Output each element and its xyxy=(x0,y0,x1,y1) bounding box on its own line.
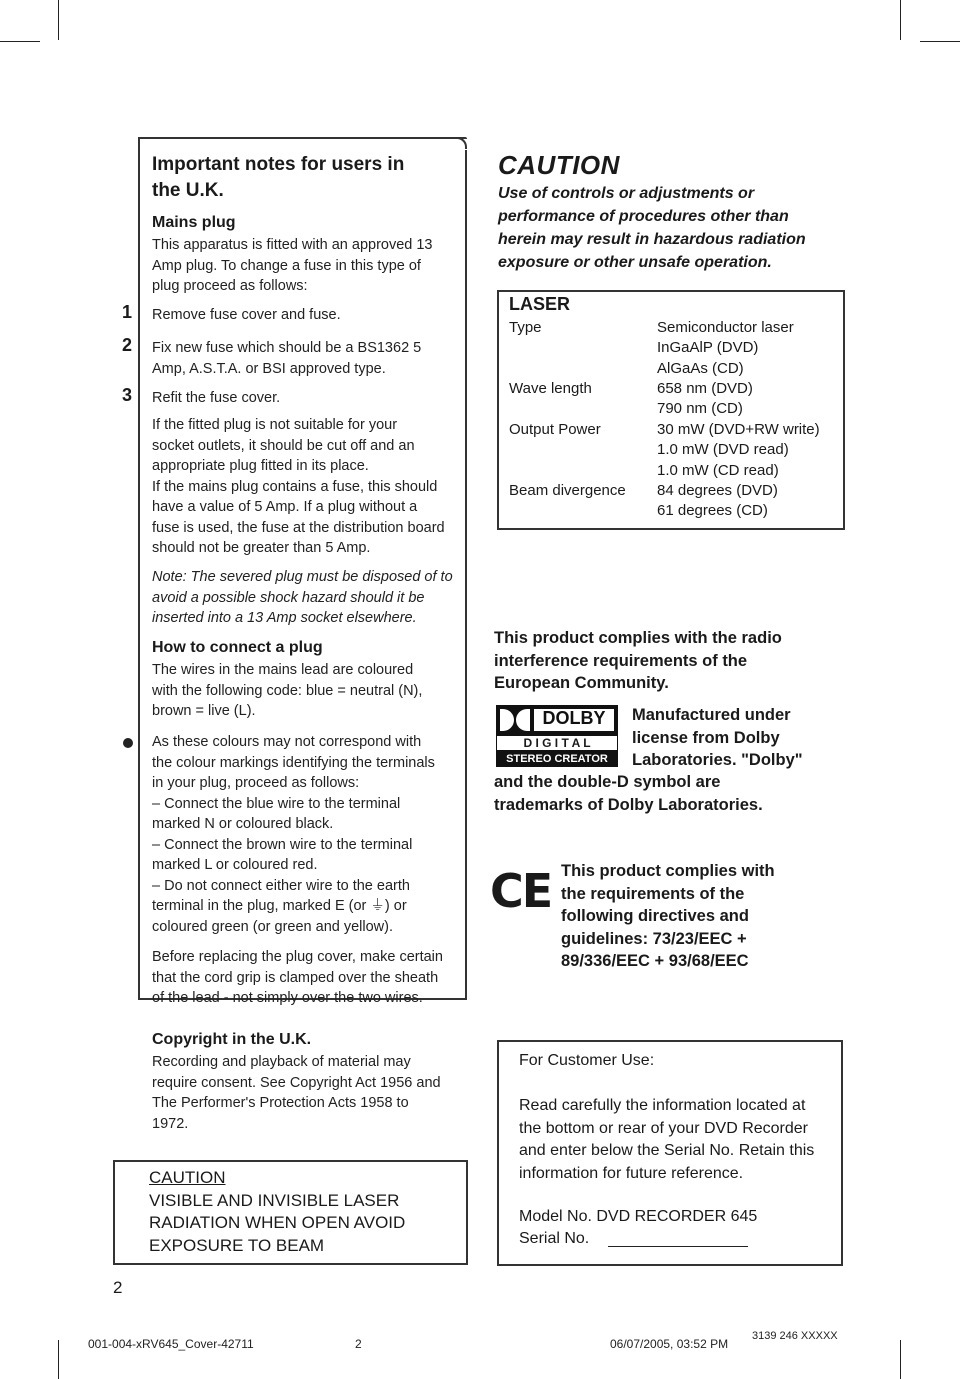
bullet-icon xyxy=(123,738,133,748)
serial-number-line[interactable] xyxy=(608,1246,748,1247)
footer-page: 2 xyxy=(355,1337,362,1351)
laser-value: 30 mW (DVD+RW write) 1.0 mW (DVD read) 1.0 mW (CD read) xyxy=(657,421,820,479)
laser-key: Type xyxy=(509,319,542,336)
laser-value: 658 nm (DVD) 790 nm (CD) xyxy=(657,380,753,418)
customer-text: Read carefully the information located at the bottom or rear of your DVD Recorder and enter below the Serial No. Retain this information for future reference. xyxy=(519,1097,815,1182)
laser-key: Output Power xyxy=(509,421,601,438)
caution-box-line: EXPOSURE TO BEAM xyxy=(149,1235,325,1255)
serial-number-label: Serial No. xyxy=(519,1230,590,1247)
caution-box-title: CAUTION xyxy=(149,1168,226,1187)
severed-plug-note: Note: The severed plug must be disposed of to avoid a possible shock hazard should it be inserted into a 13 Amp socket elsewhere. xyxy=(152,569,453,626)
copyright-text: Recording and playback of material may require consent. See Copyright Act 1956 and The Performer's Protection Acts 1958 to 1972. xyxy=(152,1054,441,1132)
footer-filename: 001-004-xRV645_Cover-42711 xyxy=(88,1337,254,1351)
wire-instructions: As these colours may not correspond with the colour markings identifying the terminals in your plug, proceed as follows: – Connect the blue wire to the terminal marked N or coloured black. – Connect the brown wire to the terminal marked L or coloured red. – Do not connect either wire to the earth terminal in the plug, marked E (or ⏚) or coloured green (or green and yellow). xyxy=(152,734,435,935)
left-box-left xyxy=(138,137,140,999)
left-box-top xyxy=(138,137,467,139)
step-text: Remove fuse cover and fuse. xyxy=(152,307,341,323)
step-number: 2 xyxy=(122,335,133,355)
caution-text: Use of controls or adjustments or performance of procedures other than herein may result in hazardous radiation exposure or other unsafe operation. xyxy=(498,185,806,271)
crop-mark xyxy=(900,1340,901,1379)
step-text: Fix new fuse which should be a BS1362 5 Amp, A.S.T.A. or BSI approved type. xyxy=(152,340,422,377)
laser-value: 84 degrees (DVD) 61 degrees (CD) xyxy=(657,482,778,520)
laser-key: Beam divergence xyxy=(509,482,626,499)
ce-compliance-text: This product complies with the requirements of the following directives and guidelines: 73/23/EEC + 89/336/EEC + 93/68/EEC xyxy=(561,862,775,970)
step-text: Refit the fuse cover. xyxy=(152,390,281,406)
dolby-trademark-text: and the double-D symbol are trademarks of Dolby Laboratories. xyxy=(494,773,763,814)
fitted-plug-text: If the fitted plug is not suitable for your socket outlets, it should be cut off and an appropriate plug fitted in its place. If the mains plug contains a fuse, this should have a value of 5 Amp. If a plug without a fuse is used, the fuse at the distribution board should not be greater than 5 Amp. xyxy=(152,417,445,556)
page-number: 2 xyxy=(113,1278,123,1297)
crop-mark xyxy=(58,0,59,40)
model-number: Model No. DVD RECORDER 645 xyxy=(519,1208,758,1225)
mains-plug-heading: Mains plug xyxy=(152,214,236,231)
copyright-heading: Copyright in the U.K. xyxy=(152,1031,312,1048)
caution-box-line: RADIATION WHEN OPEN AVOID xyxy=(149,1213,406,1232)
dolby-license-text: Manufactured under license from Dolby Laboratories. "Dolby" xyxy=(632,706,803,769)
customer-box-left xyxy=(497,1040,499,1266)
footer-code: 3139 246 XXXXX xyxy=(752,1330,838,1342)
ce-mark-icon: CE xyxy=(490,864,552,918)
caution-title: CAUTION xyxy=(498,150,620,180)
connect-intro: The wires in the mains lead are coloured with the following code: blue = neutral (N), brown = live (L). xyxy=(152,662,423,719)
customer-box-top xyxy=(497,1040,843,1042)
before-replacing-text: Before replacing the plug cover, make certain that the cord grip is clamped over the sheath of the lead - not simply over the two wires. xyxy=(152,949,443,1006)
laser-title: LASER xyxy=(509,294,571,314)
crop-mark xyxy=(900,0,901,40)
laser-spec-box xyxy=(497,290,845,530)
crop-mark xyxy=(58,1340,59,1379)
step-number: 3 xyxy=(122,385,133,405)
connect-plug-heading: How to connect a plug xyxy=(152,639,323,656)
ec-compliance-text: This product complies with the radio interference requirements of the European Community. xyxy=(494,629,782,692)
customer-heading: For Customer Use: xyxy=(519,1052,655,1069)
dolby-digital-logo: DOLBY D I G I T A L STEREO CREATOR xyxy=(496,705,618,767)
crop-mark xyxy=(0,41,40,42)
footer-date: 06/07/2005, 03:52 PM xyxy=(610,1337,729,1351)
laser-value: Semiconductor laser InGaAlP (DVD) AlGaAs (CD) xyxy=(657,319,794,377)
mains-intro: This apparatus is fitted with an approved 13 Amp plug. To change a fuse in this type of plug proceed as follows: xyxy=(152,237,433,294)
laser-key: Wave length xyxy=(509,380,592,397)
laser-caution-box xyxy=(113,1160,468,1265)
left-box-right xyxy=(465,150,467,999)
caution-box-line: VISIBLE AND INVISIBLE LASER xyxy=(149,1190,400,1210)
crop-mark xyxy=(920,41,960,42)
uk-notes-title: Important notes for users in the U.K. xyxy=(152,154,405,201)
step-number: 1 xyxy=(122,302,133,322)
